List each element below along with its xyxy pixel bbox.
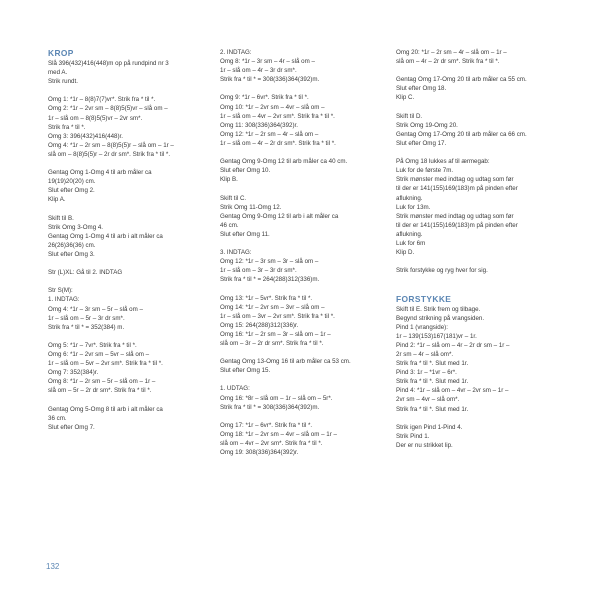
text-line: med A.: [48, 69, 68, 77]
text-line: Strik fra * til * = 308(336)364(392)m.: [220, 403, 320, 411]
instruction-paragraph: [220, 93, 385, 148]
text-line: 1. INDTAG:: [48, 296, 80, 304]
text-line: Omg 4: *1r – 2r sm – 8(8)5(5)r – slå om – 1r –: [48, 141, 174, 149]
text-line: 26(26)36(36) cm.: [48, 241, 96, 249]
text-line: Omg 8: *1r – 2r sm – 5r – slå om – 1r –: [48, 378, 156, 386]
text-line: Gentag Omg 1-Omg 4 til arb måler ca: [48, 169, 152, 177]
paragraph-gap: [220, 239, 385, 248]
paragraph-gap: [48, 332, 208, 341]
text-line: 1r – slå om – 4r – 2r dr sm*. Strik fra * til *.: [220, 139, 336, 147]
column-1: [48, 48, 208, 432]
text-line: Luk for 13m.: [396, 203, 431, 211]
text-line: slå om – 3r – 2r dr sm*. Strik fra * til *.: [220, 340, 324, 347]
instruction-paragraph: [48, 214, 208, 259]
text-line: Gentag Omg 9-Omg 12 til arb i alt måler ca: [220, 212, 339, 220]
text-line: Str S(M):: [48, 287, 73, 295]
text-line: Strik mønster med indtag og udtag som før: [396, 176, 514, 184]
text-line: Omg 16: *8r – slå om – 1r – slå om – 5r*.: [220, 394, 333, 402]
paragraph-gap: [396, 148, 566, 157]
text-line: Slut efter Omg 15.: [220, 367, 271, 375]
text-line: Str (L)XL: Gå til 2. INDTAG: [48, 269, 123, 277]
text-line: Omg 12: *1r – 3r sm – 3r – slå om –: [220, 258, 319, 266]
instruction-paragraph: [220, 357, 385, 375]
instruction-paragraph: [396, 48, 566, 66]
instruction-paragraph: [48, 268, 208, 277]
text-line: Begynd strikning på vrangsiden.: [396, 314, 485, 322]
text-line: Omg 8: *1r – 3r sm – 4r – slå om –: [220, 58, 315, 66]
text-line: Omg 5: *1r – 7vr*. Strik fra * til *.: [48, 341, 137, 349]
text-line: Klip D.: [396, 249, 415, 257]
text-line: Slut efter Omg 18.: [396, 85, 447, 93]
text-line: slå om – 4r – 2r dr sm*. Strik fra * til *.: [396, 58, 500, 66]
text-line: Omg 2: *1r – 2vr sm – 8(8)5(5)vr – slå om –: [48, 105, 168, 113]
text-line: Omg 20: *1r – 2r sm – 4r – slå om – 1r –: [396, 49, 507, 56]
text-line: Der er nu strikket lip.: [396, 441, 453, 449]
text-line: Omg 7: 352(384)r.: [48, 369, 99, 377]
text-line: 36 cm.: [48, 414, 67, 422]
paragraph-gap: [220, 412, 385, 421]
instruction-paragraph: [220, 157, 385, 184]
text-line: til der er 141(155)169(183)m på pinden efter: [396, 221, 518, 229]
instruction-paragraph: [396, 305, 566, 414]
column-2: [220, 48, 385, 457]
text-line: Omg 4: *1r – 3r sm – 5r – slå om –: [48, 305, 143, 313]
text-line: Omg 19: 308(336)364(392)r.: [220, 449, 299, 457]
paragraph-gap: [48, 277, 208, 286]
text-line: Omg 13: *1r – 5vr*. Strik fra * til *.: [220, 294, 313, 302]
text-line: Gentag Omg 9-Omg 12 til arb måler ca 40 cm.: [220, 158, 348, 166]
text-line: Strik Omg 3-Omg 4.: [48, 223, 104, 231]
text-line: Omg 10: *1r – 2vr sm – 4vr – slå om –: [220, 103, 325, 111]
text-line: Strik igen Pind 1-Pind 4.: [396, 423, 463, 431]
section-heading: FORSTYKKE: [396, 293, 452, 304]
text-line: Omg 14: *1r – 2vr sm – 3vr – slå om –: [220, 303, 325, 311]
paragraph-gap: [396, 414, 566, 423]
instruction-paragraph: [396, 266, 566, 275]
text-line: Slut efter Omg 11.: [220, 230, 270, 238]
instruction-paragraph: [48, 405, 208, 432]
section-heading: KROP: [48, 48, 74, 58]
text-line: slå om – 8(8)5(5)r – 2r dr sm*. Strik fra * til *.: [48, 150, 171, 158]
instruction-paragraph: [220, 384, 385, 411]
text-line: Slut efter Omg 17.: [396, 139, 447, 147]
text-line: Strik fra * til * = 308(336)364(392)m.: [220, 76, 320, 84]
instruction-paragraph: [396, 112, 566, 148]
text-line: 1r – slå om – 8(8)5(5)vr – 2vr sm*.: [48, 114, 143, 122]
text-line: 2. INDTAG:: [220, 49, 252, 56]
text-line: Omg 9: *1r – 6vr*. Strik fra * til *.: [220, 94, 309, 102]
text-line: slå om – 4vr – 2vr sm*. Strik fra * til *.: [220, 440, 323, 448]
paragraph-gap: [220, 84, 385, 93]
text-line: Strik fra * til *. Slut med 1r.: [396, 360, 469, 368]
paragraph-gap: [48, 259, 208, 268]
text-line: Strik Omg 11-Omg 12.: [220, 203, 282, 211]
text-line: slå om – 5r – 2r dr sm*. Strik fra * til *.: [48, 387, 152, 395]
paragraph-gap: [220, 184, 385, 193]
text-line: 1r – 139(153)167(181)vr – 1r.: [396, 332, 477, 340]
text-line: Skift til C.: [220, 194, 247, 202]
paragraph-gap: [220, 148, 385, 157]
text-line: Omg 15: 264(288)312(336)r.: [220, 321, 299, 329]
text-line: På Omg 18 lukkes af til ærmegab:: [396, 158, 490, 166]
instruction-paragraph: [48, 341, 208, 396]
paragraph-gap: [220, 284, 385, 293]
paragraph-gap: [48, 159, 208, 168]
paragraph-gap: [396, 66, 566, 75]
text-line: Luk for 6m: [396, 239, 426, 247]
text-line: Omg 16: *1r – 2r sm – 3r – slå om – 1r –: [220, 330, 331, 338]
text-line: Strik Pind 1.: [396, 432, 430, 440]
text-line: til der er 141(155)169(183)m på pinden efter: [396, 185, 518, 193]
text-line: Pind 2: *1r – slå om – 4r – 2r dr sm – 1r –: [396, 341, 510, 349]
instruction-paragraph: [220, 194, 385, 239]
paragraph-gap: [220, 375, 385, 384]
text-line: Pind 3: 1r – *1vr – 6r*.: [396, 369, 457, 377]
text-line: Slut efter Omg 3.: [48, 250, 95, 258]
text-line: Strik fra * til *. Slut med 1r.: [396, 378, 469, 386]
text-line: Skift til D.: [396, 112, 423, 120]
text-line: Gentag Omg 13-Omg 16 til arb måler ca 53 cm.: [220, 358, 351, 366]
text-line: Gentag Omg 17-Omg 20 til arb måler ca 66 cm.: [396, 130, 527, 138]
text-line: Klip A.: [48, 196, 66, 204]
text-line: Strik Omg 19-Omg 20.: [396, 121, 458, 129]
text-line: Omg 12: *1r – 2r sm – 4r – slå om –: [220, 130, 319, 138]
text-line: Strik mønster med indtag og udtag som før: [396, 212, 514, 220]
text-line: 2r sm – 4r – slå om*.: [396, 351, 454, 358]
instruction-paragraph: [220, 248, 385, 284]
text-line: Slut efter Omg 10.: [220, 167, 271, 175]
text-line: Skift til B.: [48, 214, 74, 222]
text-line: Omg 3: 396(432)416(448)r.: [48, 132, 123, 140]
instruction-paragraph: [48, 286, 208, 331]
text-line: 1r – slå om – 4vr – 2vr sm*. Strik fra * til *.: [220, 112, 335, 120]
text-line: aflukning.: [396, 194, 423, 202]
instruction-paragraph: [220, 421, 385, 457]
paragraph-gap: [220, 348, 385, 357]
instruction-paragraph: [220, 48, 385, 84]
text-line: 1r – slå om – 4r – 3r dr sm*.: [220, 67, 297, 75]
page-number: 132: [46, 562, 60, 571]
text-line: Omg 17: *1r – 6vr*. Strik fra * til *.: [220, 421, 313, 429]
instruction-paragraph: [48, 168, 208, 204]
text-line: 1r – slå om – 5r – 3r dr sm*.: [48, 314, 125, 322]
instruction-paragraph: [396, 423, 566, 450]
text-line: Strik fra * til * = 264(288)312(336)m.: [220, 276, 320, 284]
text-line: Luk for de første 7m.: [396, 167, 454, 175]
instruction-paragraph: [48, 95, 208, 159]
instruction-paragraph: [396, 75, 566, 102]
text-line: 1. UDTAG:: [220, 385, 250, 393]
paragraph-gap: [48, 86, 208, 95]
paragraph-gap: [396, 103, 566, 112]
text-line: 46 cm.: [220, 221, 239, 229]
text-line: Gentag Omg 1-Omg 4 til arb i alt måler ca: [48, 232, 163, 240]
text-line: Klip C.: [396, 94, 415, 102]
instruction-paragraph: [48, 59, 208, 86]
text-line: Gentag Omg 5-Omg 8 til arb i alt måler ca: [48, 405, 163, 413]
text-line: Strik fra * til * = 352(384) m.: [48, 323, 125, 331]
text-line: Pind 1 (vrangside):: [396, 323, 448, 331]
paragraph-gap: [396, 257, 566, 266]
text-line: Pind 4: *1r – slå om – 4vr – 2vr sm – 1r –: [396, 387, 509, 395]
text-line: 19(19)20(20) cm.: [48, 178, 96, 186]
text-line: Slå 396(432)416(448)m op på rundpind nr 3: [48, 60, 169, 67]
paragraph-gap: [48, 205, 208, 214]
instruction-paragraph: [396, 157, 566, 257]
text-line: Slut efter Omg 7.: [48, 423, 95, 431]
text-line: Omg 11: 308(336)364(392)r.: [220, 121, 298, 129]
text-line: 3. INDTAG:: [220, 249, 252, 257]
instruction-paragraph: [220, 294, 385, 349]
text-line: 1r – slå om – 3vr – 2vr sm*. Strik fra * til *.: [220, 312, 335, 320]
paragraph-gap: [396, 275, 566, 284]
text-line: 1r – slå om – 3r – 3r dr sm*.: [220, 267, 297, 275]
text-line: Slut efter Omg 2.: [48, 187, 95, 195]
text-line: Gentag Omg 17-Omg 20 til arb måler ca 55 cm.: [396, 76, 527, 84]
text-line: 2vr sm – 4vr – slå om*.: [396, 396, 460, 404]
paragraph-gap: [396, 284, 566, 293]
text-line: Strik forstykke og ryg hver for sig.: [396, 267, 488, 275]
text-line: aflukning.: [396, 230, 423, 238]
text-line: Omg 1: *1r – 8(8)7(7)vr*. Strik fra * til *.: [48, 96, 156, 104]
text-line: Strik fra * til *.: [48, 123, 86, 131]
text-line: Strik rundt.: [48, 78, 78, 86]
text-line: Skift til E. Strik frem og tilbage.: [396, 305, 481, 313]
text-line: Klip B.: [220, 176, 238, 184]
paragraph-gap: [48, 395, 208, 404]
column-3: [396, 48, 566, 450]
text-line: Omg 6: *1r – 2vr sm – 5vr – slå om –: [48, 351, 150, 358]
text-line: 1r – slå om – 5vr – 2vr sm*. Strik fra * til *.: [48, 360, 163, 368]
text-line: Omg 18: *1r – 2vr sm – 4vr – slå om – 1r –: [220, 430, 337, 438]
text-line: Strik fra * til *. Slut med 1r.: [396, 405, 469, 413]
